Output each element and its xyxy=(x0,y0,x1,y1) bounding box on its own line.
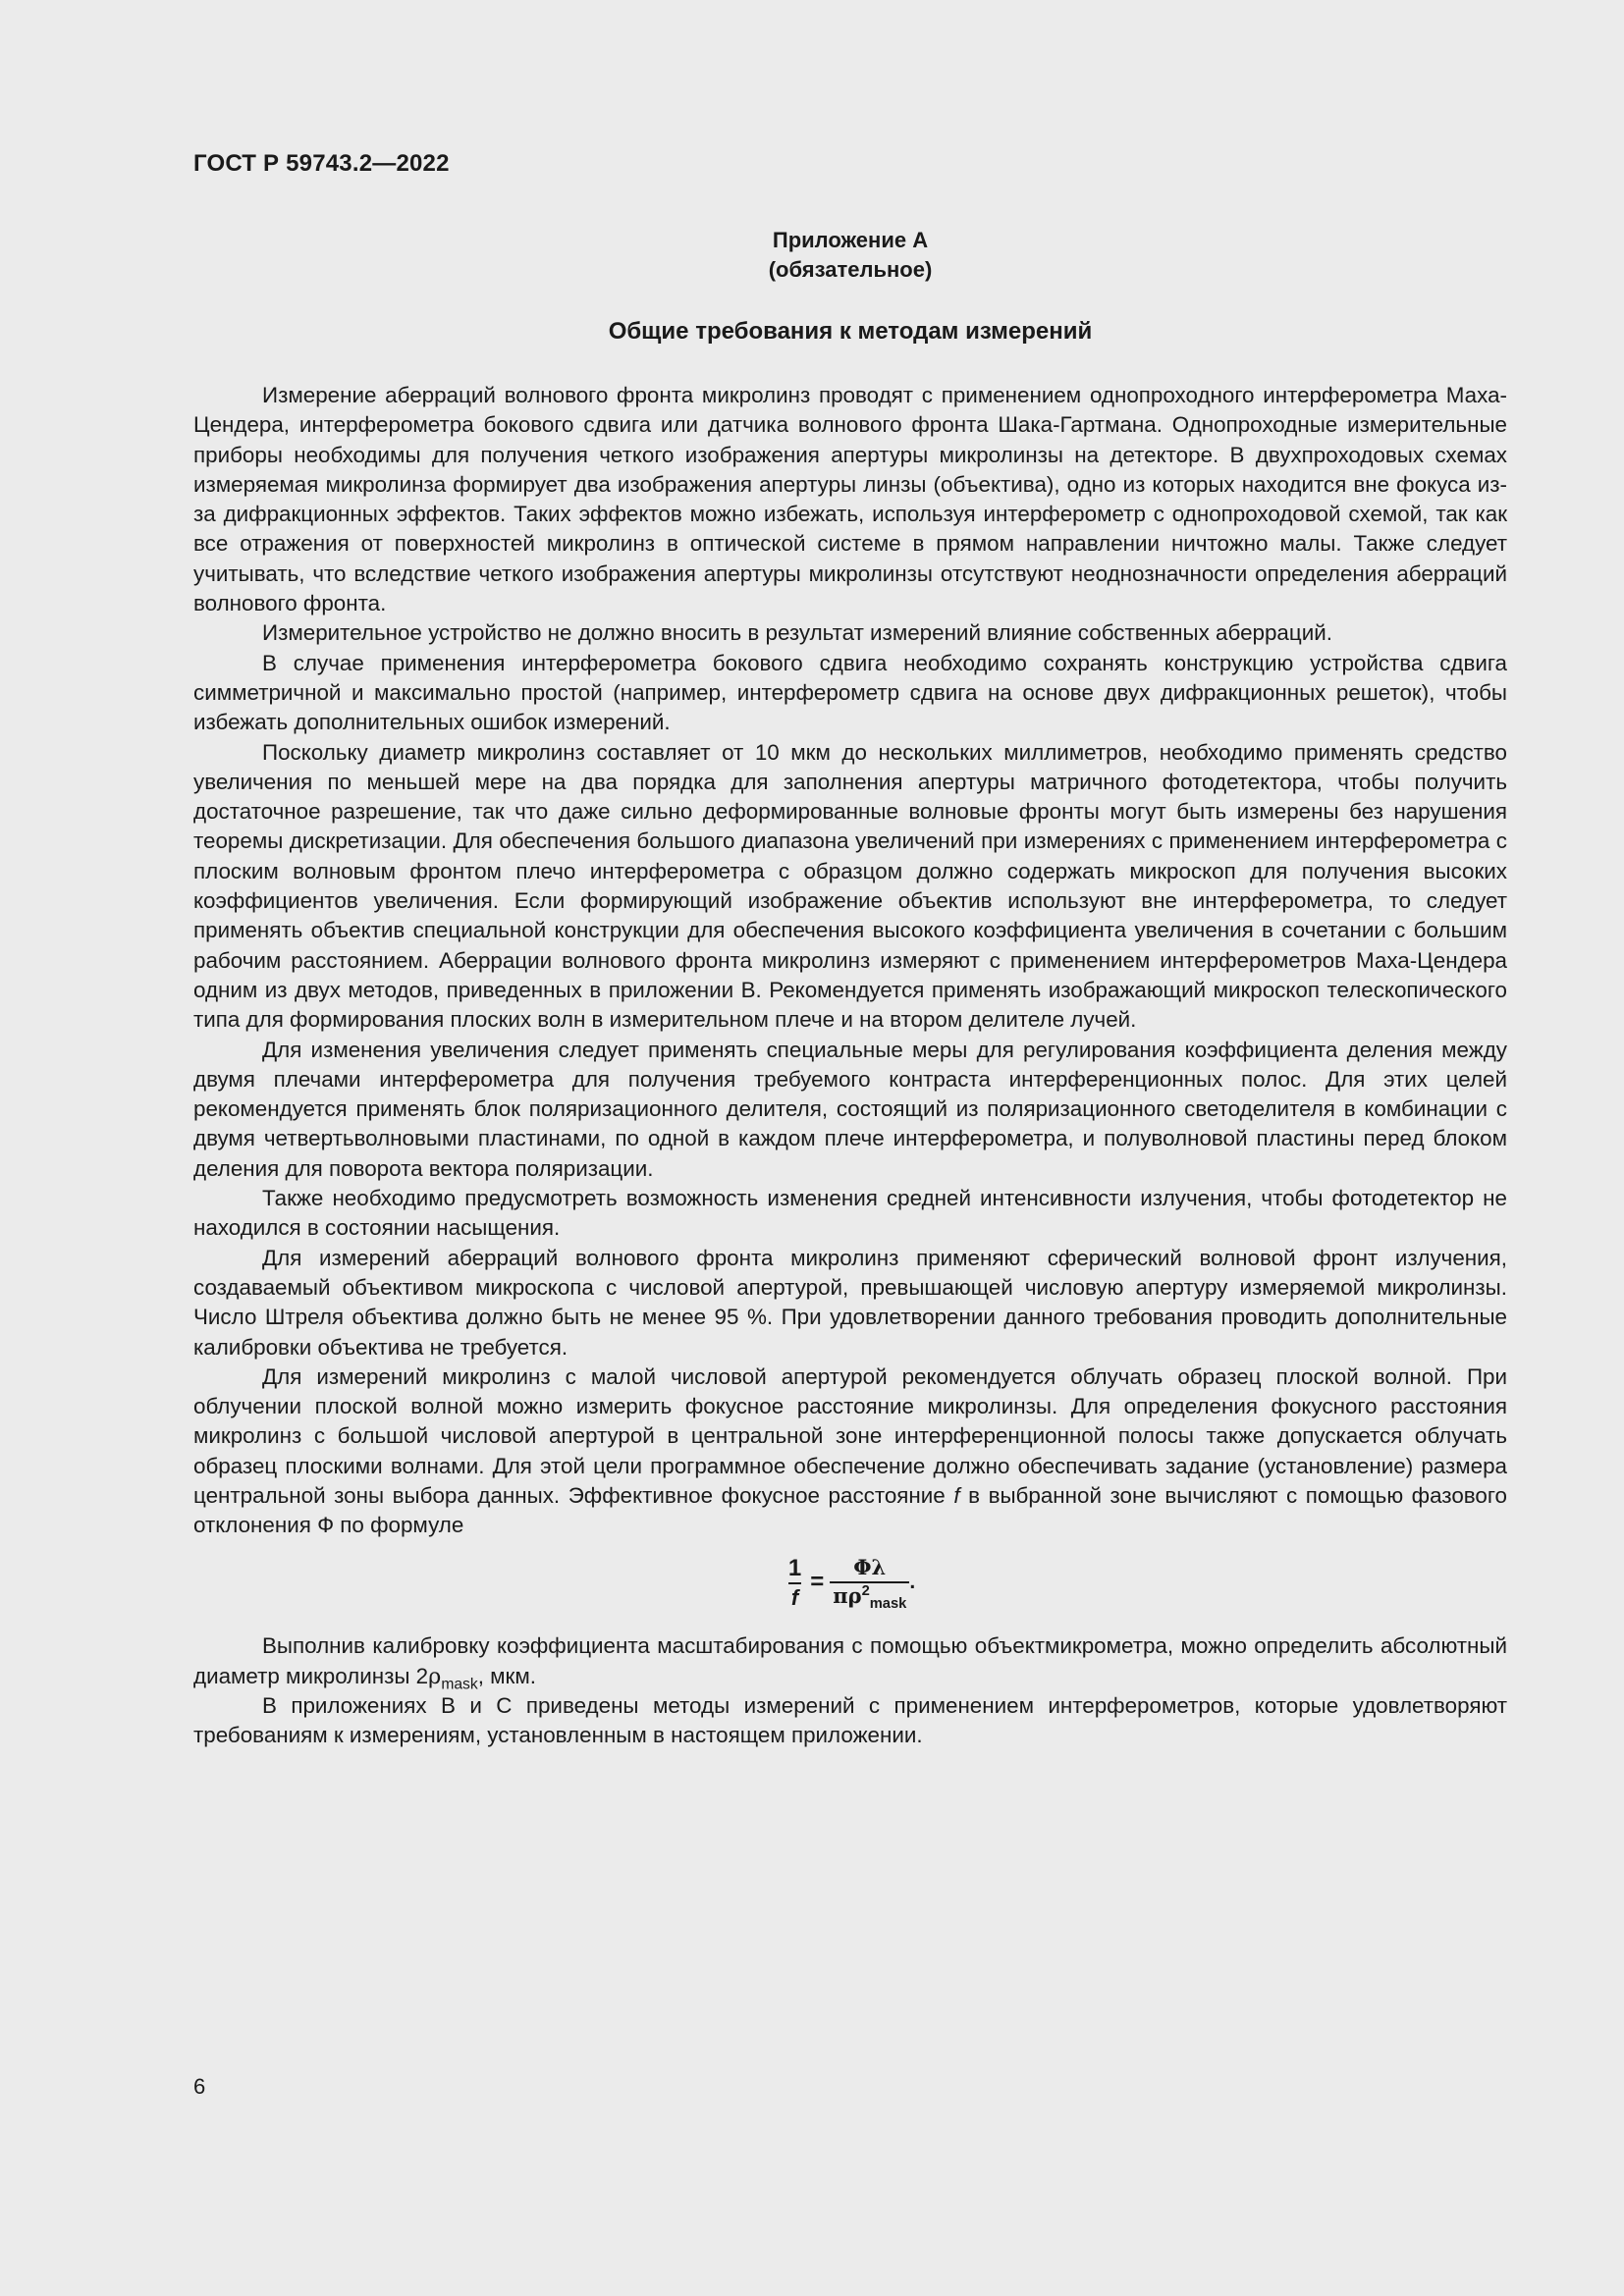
paragraph: Также необходимо предусмотреть возможность изменения средней интенсивности излучения, чтобы фотодетектор не находился в состоянии насыщения. xyxy=(193,1186,1507,1241)
paragraph: Для измерений аберраций волнового фронта микролинз применяют сферический волновой фронт излучения, создаваемый объективом микроскопа с числовой апертурой, превышающей числовую апертуру измеряемой микролинзы. Число Штреля объектива должно быть не менее 95 %. При удовлетворении данного требования проводить дополнительные калибровки объектива не требуется. xyxy=(193,1245,1507,1360)
formula-equals: = xyxy=(810,1568,825,1595)
paragraph: Поскольку диаметр микролинз составляет от 10 мкм до нескольких миллиметров, необходимо применять средство увеличения по меньшей мере на два порядка для заполнения апертуры матричного фотодетектора, чтобы получить достаточное разрешение, так что даже сильно деформированные волновые фронты могут быть измерены без нарушения теоремы дискретизации. Для обеспечения большого диапазона увеличений при измерениях с применением интерферометра с плоским волновым фронтом плечо интерферометра с образцом должно содержать микроскоп для получения высоких коэффициентов увеличения. Если формирующий изображение объектив используют вне интерферометра, то следует применять объектив специальной конструкции для обеспечения высокого коэффициента увеличения в сочетании с большим рабочим расстоянием. Аберрации волнового фронта микролинз измеряют с применением интерферометров Маха-Цендера одним из двух методов, приведенных в приложении В. Рекомендуется применять изображающий микроскоп телескопического типа для формирования плоских волн в измерительном плече и на втором делителе лучей. xyxy=(193,739,1507,1033)
appendix-status: (обязательное) xyxy=(768,257,933,282)
page-number: 6 xyxy=(193,2074,206,2099)
formula-rhs-fraction xyxy=(830,1555,909,1612)
formula-focal-length xyxy=(193,1555,1507,1611)
formula-rhs-denominator: $\pi\rho^2_{mask}$ xyxy=(830,1581,909,1609)
document-code-header: ГОСТ Р 59743.2—2022 xyxy=(193,150,450,177)
formula-lhs-numerator: 1 xyxy=(787,1554,802,1581)
paragraph: Для изменения увеличения следует применять специальные меры для регулирования коэффициента деления между двумя плечами интерферометра для получения требуемого контраста интерференционных полос. Для этих целей рекомендуется применять блок поляризационного делителя, состоящий из поляризационного светоделителя в комбинации с двумя четвертьволновыми пластинами, по одной в каждом плече интерферометра, и полуволновой пластины перед блоком деления для поворота вектора поляризации. xyxy=(193,1037,1507,1181)
section-title: Общие требования к методам измерений xyxy=(608,318,1093,345)
formula-lhs-fraction xyxy=(785,1555,804,1611)
paragraph: В приложениях В и С приведены методы измерений с применением интерферометров, которые удовлетворяют требованиям к измерениям, установленным в настоящем приложении. xyxy=(193,1693,1507,1748)
body-text xyxy=(193,381,1507,1751)
appendix-title: Приложение А xyxy=(772,228,929,252)
formula-lhs-denominator: f xyxy=(788,1582,801,1610)
subscript-mask: mask xyxy=(441,1676,478,1693)
variable-f: f xyxy=(953,1482,960,1508)
formula-terminator: . xyxy=(909,1570,916,1593)
paragraph: В случае применения интерферометра бокового сдвига необходимо сохранять конструкцию устройства сдвига симметричной и максимально простой (например, интерферометр сдвига на основе двух дифракционных решеток), чтобы избежать дополнительных ошибок измерений. xyxy=(193,650,1507,735)
formula-rhs-numerator: Φλ xyxy=(853,1555,887,1580)
paragraph-text: в выбранной зоне вычисляют с помощью фазового отклонения Ф по формуле xyxy=(193,1482,1507,1538)
paragraph: Измерение аберраций волнового фронта микролинз проводят с применением однопроходного интерферометра Маха-Цендера, интерферометра бокового сдвига или датчика волнового фронта Шака-Гартмана. Однопроходные измерительные приборы необходимы для получения четкого изображения апертуры микролинзы на детекторе. В двухпроходовых схемах измеряемая микролинза формирует два изображения апертуры линзы (объектива), одно из которых находится вне фокуса из-за дифракционных эффектов. Таких эффектов можно избежать, используя интерферометр с однопроходовой схемой, так как все отражения от поверхностей микролинз в оптической системе в прямом направлении ничтожно малы. Также следует учитывать, что вследствие четкого изображения апертуры микролинзы отсутствуют неоднозначности определения аберраций волнового фронта. xyxy=(193,383,1507,616)
paragraph-calibration: Выполнив калибровку коэффициента масштабирования с помощью объектмикрометра, можно определить абсолютный диаметр микролинзы $2\rho_{mask}$, мкм. xyxy=(193,1633,1507,1693)
appendix-heading xyxy=(193,226,1507,285)
paragraph: Измерительное устройство не должно вносить в результат измерений влияние собственных аберраций. xyxy=(262,620,1332,646)
symbol-rho: ρ xyxy=(428,1663,442,1689)
paragraph-text: Для измерений микролинз с малой числовой апертурой рекомендуется облучать образец плоской волной. При облучении плоской волной можно измерить фокусное расстояние микролинзы. Для определения фокусного расстояния микролинз с большой числовой апертурой в центральной зоне интерференционной полосы также допускается облучать образец плоскими волнами. Для этой цели программное обеспечение должно обеспечивать задание (установление) размера центральной зоны выбора данных. Эффективное фокусное расстояние xyxy=(193,1363,1507,1508)
paragraph-focal-length xyxy=(193,1362,1507,1541)
